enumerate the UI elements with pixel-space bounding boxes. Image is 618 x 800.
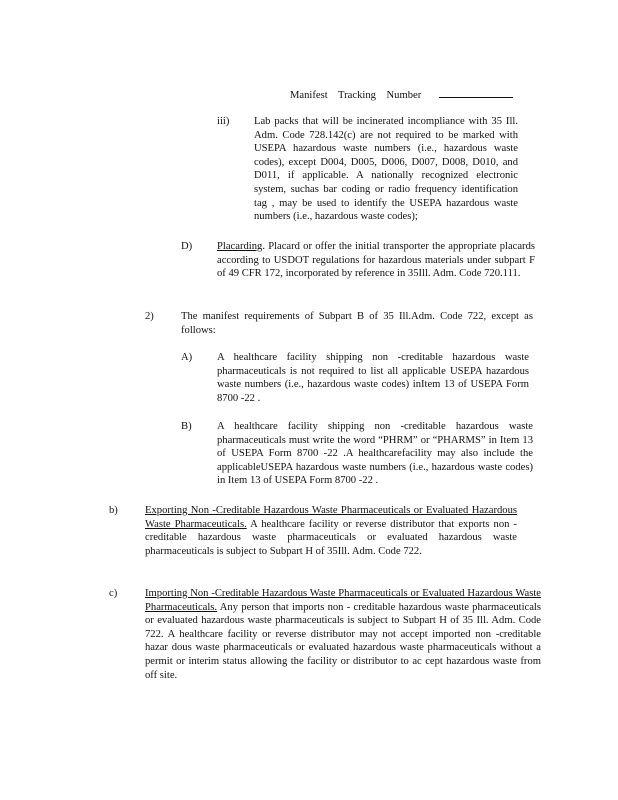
item-marker: D) [181, 241, 193, 252]
item-b [0, 504, 618, 574]
item-text: Lab packs that will be incinerated incompliance with 35 Ill. Adm. Code 728.142(c) are not required to be marked with USEPA hazardous waste numbers (i.e., hazardous waste codes), except D004, D005, D006, D007, D008, D010, and D011, if applicable. A nationally recognized electronic system, suchas bar coding or radio frequency identification tag , may be used to identify the USEPA hazardous waste numbers (i.e., hazardous waste codes); [254, 116, 518, 223]
item-heading: Placarding [217, 241, 263, 252]
item-heading: Importing Non -Creditable Hazardous Waste Pharmaceuticals or Evaluated Hazardous Waste Pharmaceuticals. [145, 588, 541, 613]
item-body: A healthcare facility or reverse distributor that exports non -creditable hazardous waste pharmaceuticals or evaluated hazardous waste pharmaceuticals is subject to Subpart H of 35Ill. Adm. Code 722. [145, 518, 517, 557]
manifest-tracking-header [290, 87, 513, 103]
item-marker: iii) [217, 116, 230, 127]
item-marker: b) [109, 505, 118, 516]
item-A [0, 351, 618, 407]
item-text [145, 504, 517, 558]
item-2 [0, 310, 618, 338]
item-body: . Placard or offer the initial transporter the appropriate placards according to USDOT regulations for hazardous materials under subpart F of 49 CFR 172, incorporated by reference in 35Ill. Adm. Code 720.111. [217, 241, 535, 280]
item-D [0, 240, 618, 296]
item-text: A healthcare facility shipping non -creditable hazardous waste pharmaceuticals is not required to list all applicable USEPA hazardous waste numbers (i.e., hazardous waste codes) inItem 13 of USEPA Form 8700 -22 . [217, 352, 529, 404]
item-text [217, 240, 535, 281]
item-text [145, 587, 541, 682]
item-marker: B) [181, 421, 192, 432]
item-text: The manifest requirements of Subpart B of 35 Ill.Adm. Code 722, except as follows: [181, 311, 533, 336]
item-B [0, 420, 618, 490]
item-iii [0, 115, 618, 227]
item-c [0, 587, 618, 699]
item-heading: Exporting Non -Creditable Hazardous Waste Pharmaceuticals or Evaluated Hazardous Waste Pharmaceuticals. [145, 505, 517, 530]
tracking-number-blank [439, 87, 513, 98]
item-marker: 2) [145, 311, 154, 322]
item-marker: c) [109, 588, 118, 599]
item-text: A healthcare facility shipping non -creditable hazardous waste pharmaceuticals must write the word “PHRM” or “PHARMS” in Item 13 of USEPA Form 8700 -22 .A healthcarefacility may also include the applicableUSEPA hazardous waste numbers (i.e., hazardous waste codes) in Item 13 of USEPA Form 8700 -22 . [217, 421, 533, 487]
manifest-tracking-label: Manifest Tracking Number [290, 90, 422, 101]
item-body: Any person that imports non - creditable hazardous waste pharmaceuticals or evaluated hazardous waste pharmaceuticals is subject to Subpart H of 35 Ill. Adm. Code 722. A healthcare facility or reverse distributor may not accept imported non -creditable hazar dous waste pharmaceuticals or evaluated hazardous waste pharmaceuticals without a permit or interim status allowing the facility or distributor to ac cept hazardous waste from off site. [145, 601, 541, 681]
item-marker: A) [181, 352, 193, 363]
